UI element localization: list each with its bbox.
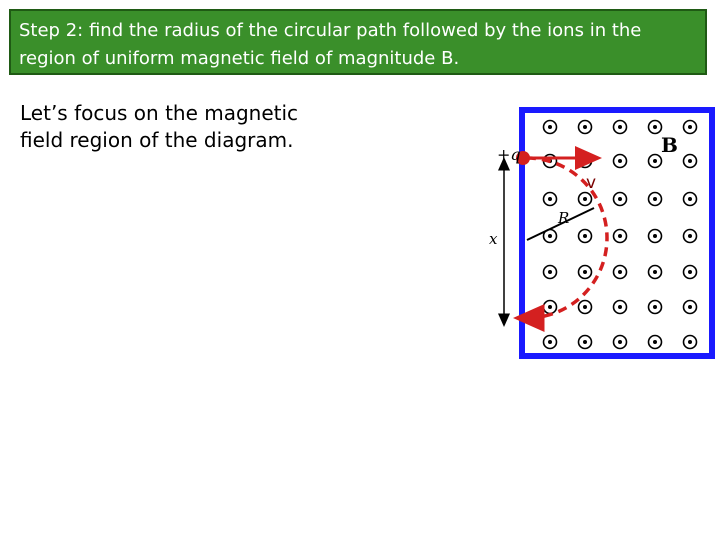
field-label: B xyxy=(661,133,678,157)
slide-title: Step 2: find the radius of the circular path followed by the ions in the region of uniform magnetic field of magnitude B. xyxy=(19,20,642,69)
velocity-label: v xyxy=(586,173,597,193)
charge-label: +q xyxy=(497,145,521,164)
radius-label: R xyxy=(558,209,570,227)
body-text: Let’s focus on the magnetic field region of the diagram. xyxy=(20,101,299,152)
distance-label: x xyxy=(489,230,498,248)
